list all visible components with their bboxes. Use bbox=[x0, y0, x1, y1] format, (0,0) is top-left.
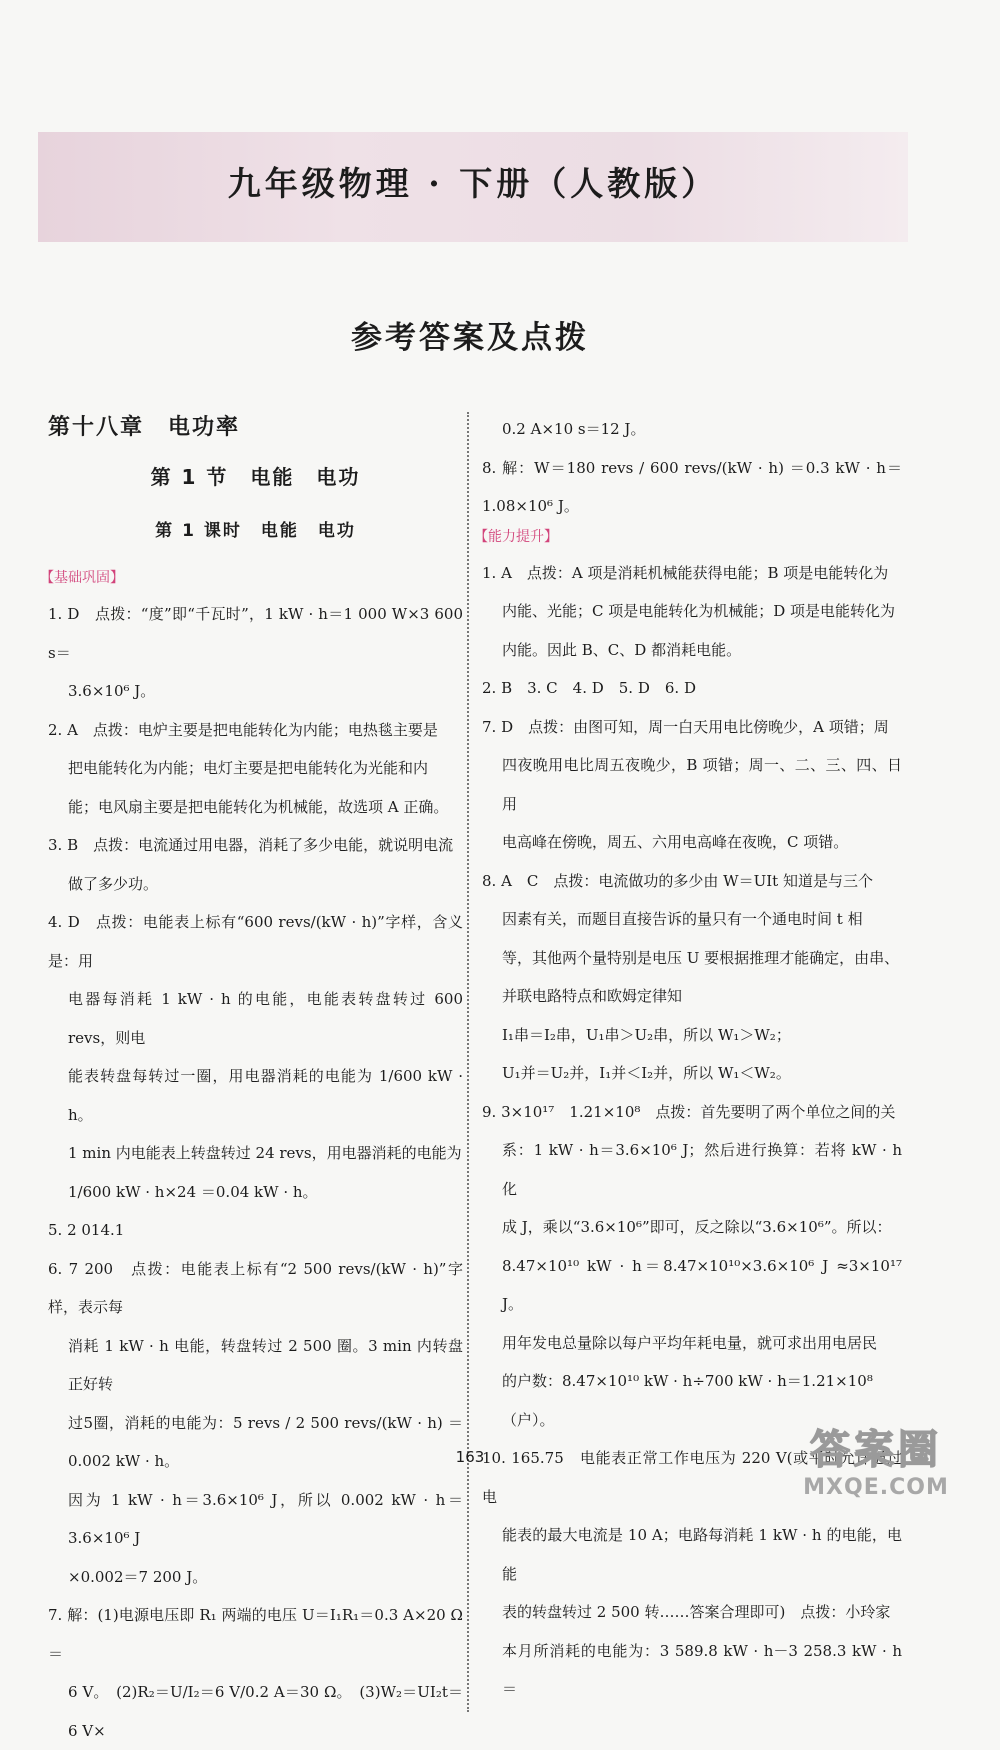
answer-line: 3.6×10⁶ J。 bbox=[68, 682, 156, 700]
answer-line: 9. 3×10¹⁷ 1.21×10⁸ 点拨：首先要明了两个单位之间的关 bbox=[482, 1102, 896, 1121]
title-banner bbox=[38, 132, 908, 242]
answer-line: 1. A 点拨：A 项是消耗机械能获得电能；B 项是电能转化为 bbox=[482, 563, 889, 582]
chapter-heading: 第十八章 电功率 bbox=[48, 415, 241, 440]
answer-line: 能表转盘每转过一圈，用电器消耗的电能为 1/600 kW · h。 bbox=[68, 1067, 463, 1124]
answer-line: 10. 165.75 电能表正常工作电压为 220 V(或平时允许通过电 bbox=[482, 1449, 902, 1506]
answer-line: 能表的最大电流是 10 A；电路每消耗 1 kW · h 的电能，电能 bbox=[502, 1526, 902, 1583]
page-title: 参考答案及点拨 bbox=[351, 320, 589, 356]
advanced-tag: 【能力提升】 bbox=[474, 528, 558, 545]
answer-line: 过5圈，消耗的电能为：5 revs / 2 500 revs/(kW · h) ＝0.002 kW · h。 bbox=[68, 1413, 463, 1470]
answer-line: 2. B 3. C 4. D 5. D 6. D bbox=[482, 679, 696, 697]
answer-line: I₁串＝I₂串，U₁串＞U₂串，所以 W₁＞W₂； bbox=[502, 1025, 791, 1044]
right-answer-lines bbox=[482, 554, 902, 1709]
answer-line: U₁并＝U₂并，I₁并＜I₂并，所以 W₁＜W₂。 bbox=[502, 1064, 791, 1082]
column-divider bbox=[467, 412, 469, 1712]
answer-line: 5. 2 014.1 bbox=[48, 1221, 125, 1239]
answer-line: 1 min 内电能表上转盘转过 24 revs，用电器消耗的电能为 bbox=[68, 1144, 462, 1162]
answer-line: ×0.002＝7 200 J。 bbox=[68, 1567, 208, 1586]
answer-line: 因为 1 kW · h＝3.6×10⁶ J，所以 0.002 kW · h＝3.6×10⁶ J bbox=[68, 1490, 463, 1547]
answer-line: 0.2 A×10 s＝12 J。 bbox=[502, 420, 646, 438]
right-top-lines bbox=[482, 410, 902, 526]
section-heading: 第 1 节 电能 电功 bbox=[150, 465, 361, 489]
answer-line: 7. D 点拨：由图可知，周一白天用电比傍晚少，A 项错；周 bbox=[482, 717, 889, 736]
watermark-logo bbox=[776, 1418, 976, 1508]
watermark-text: 答案圈 bbox=[810, 1427, 942, 1473]
answer-line: 本月所消耗的电能为：3 589.8 kW · h－3 258.3 kW · h＝ bbox=[502, 1641, 902, 1698]
answer-line: 7. 解：(1)电源电压即 R₁ 两端的电压 U＝I₁R₁＝0.3 A×20 Ω＝ bbox=[48, 1606, 463, 1663]
answer-line: 1/600 kW · h×24 ＝0.04 kW · h。 bbox=[68, 1182, 318, 1201]
answer-line: 电高峰在傍晚，周五、六用电高峰在夜晚，C 项错。 bbox=[502, 833, 849, 851]
answer-line: 6 V。 (2)R₂＝U/I₂＝6 V/0.2 A＝30 Ω。 (3)W₂＝UI₂t＝6 V× bbox=[68, 1683, 463, 1740]
answer-line: 四夜晚用电比周五夜晚少，B 项错；周一、二、三、四、日用 bbox=[502, 756, 902, 813]
page-number: 163 bbox=[455, 1448, 485, 1466]
lesson-heading: 第 1 课时 电能 电功 bbox=[155, 521, 356, 541]
answer-line: （户）。 bbox=[502, 1410, 555, 1429]
answer-line: 3. B 点拨：电流通过用电器，消耗了多少电能，就说明电流 bbox=[48, 836, 454, 854]
answer-line: 成 J，乘以“3.6×10⁶”即可，反之除以“3.6×10⁶”。所以： bbox=[502, 1218, 892, 1236]
answer-line: 2. A 点拨：电炉主要是把电能转化为内能；电热毯主要是 bbox=[48, 720, 438, 739]
answer-line: 电器每消耗 1 kW · h 的电能，电能表转盘转过 600 revs，则电 bbox=[68, 990, 463, 1047]
answer-line: 8. 解：W＝180 revs / 600 revs/(kW · h) ＝0.3 kW · h＝1.08×10⁶ J。 bbox=[482, 458, 902, 515]
answer-line: 系：1 kW · h＝3.6×10⁶ J；然后进行换算：若将 kW · h 化 bbox=[502, 1141, 902, 1198]
watermark-url: MXQE.COM bbox=[803, 1475, 949, 1500]
answer-line: 表的转盘转过 2 500 转……答案合理即可) 点拨：小玲家 bbox=[502, 1603, 891, 1621]
answer-line: 并联电路特点和欧姆定律知 bbox=[502, 987, 683, 1005]
answer-line: 因素有关，而题目直接告诉的量只有一个通电时间 t 相 bbox=[502, 910, 863, 928]
basic-tag: 【基础巩固】 bbox=[40, 570, 124, 586]
answer-line: 的户数：8.47×10¹⁰ kW · h÷700 kW · h＝1.21×10⁸ bbox=[502, 1372, 873, 1390]
answer-line: 内能、光能；C 项是电能转化为机械能；D 项是电能转化为 bbox=[502, 602, 896, 620]
book-title: 九年级物理 · 下册（人教版） bbox=[227, 164, 719, 203]
answer-line: 内能。因此 B、C、D 都消耗电能。 bbox=[502, 640, 742, 659]
left-column bbox=[40, 410, 463, 1750]
answer-line: 把电能转化为内能；电灯主要是把电能转化为光能和内 bbox=[68, 759, 429, 777]
answer-line: 6. 7 200 点拨：电能表上标有“2 500 revs/(kW · h)”字样，表示每 bbox=[48, 1259, 463, 1316]
answer-line: 做了多少功。 bbox=[68, 874, 159, 893]
answer-line: 4. D 点拨：电能表上标有“600 revs/(kW · h)”字样，含义是：用 bbox=[48, 913, 463, 970]
answer-line: 等，其他两个量特别是电压 U 要根据推理才能确定，由串、 bbox=[502, 948, 900, 967]
answer-line: 能；电风扇主要是把电能转化为机械能，故选项 A 正确。 bbox=[68, 797, 449, 816]
answer-line: 用年发电总量除以每户平均年耗电量，就可求出用电居民 bbox=[502, 1333, 878, 1352]
answer-line: 8. A C 点拨：电流做功的多少由 W＝UIt 知道是与三个 bbox=[482, 871, 873, 890]
answer-line: 消耗 1 kW · h 电能，转盘转过 2 500 圈。3 min 内转盘正好转 bbox=[68, 1336, 463, 1393]
right-column bbox=[474, 410, 902, 1709]
answer-line: 8.47×10¹⁰ kW · h＝8.47×10¹⁰×3.6×10⁶ J ≈3×10¹⁷ J。 bbox=[502, 1256, 902, 1313]
left-answer-lines bbox=[48, 595, 463, 1750]
answer-line: 1. D 点拨：“度”即“千瓦时”，1 kW · h＝1 000 W×3 600 s＝ bbox=[48, 605, 463, 662]
